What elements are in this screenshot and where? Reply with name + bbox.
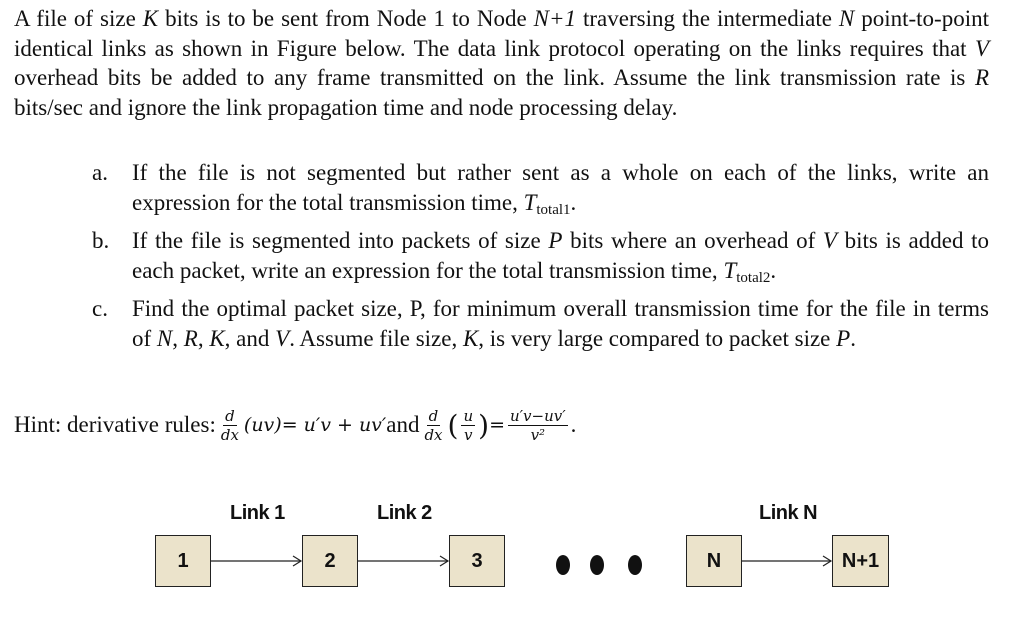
- question-b-letter: b.: [92, 228, 110, 253]
- derivative-fraction-1: $\frac{d}{dx}$: [220, 406, 239, 444]
- link-arrows: [0, 490, 1024, 610]
- question-b: [92, 226, 989, 293]
- quotient-rule-fraction: $\frac{u'v-uv'}{\text{v²}}$: [509, 406, 566, 444]
- node-2: 2: [302, 535, 358, 587]
- node-3: 3: [449, 535, 505, 587]
- question-b-text: If the file is segmented into packets of size P bits where an overhead of V bits is added to each packet, write an expression for the total transmission time, $T_{total2}$.: [132, 228, 989, 286]
- node-n-plus-1: N+1: [832, 535, 889, 587]
- quotient-term: $\frac{u}{v}$: [463, 406, 474, 444]
- question-c-letter: c.: [92, 296, 108, 321]
- product-rule: = u′v + uv′: [281, 414, 387, 436]
- question-a-letter: a.: [92, 160, 108, 185]
- product-term: (uv): [243, 414, 282, 436]
- question-c: [92, 294, 989, 354]
- equals-sign: =: [489, 414, 505, 436]
- ellipsis-dot-2: [590, 555, 604, 575]
- link-label-2: Link 2: [377, 502, 432, 524]
- ellipsis-dot-3: [628, 555, 642, 575]
- hint-formula: Hint: derivative rules: $\frac{d}{dx}$ (uv) = u′v + uv′ and $\frac{d}{dx}$ ( $\frac{u}{v}$ ) = $\frac{u'v-uv'}{\text{v²}}$ .: [14, 406, 577, 444]
- node-1: 1: [155, 535, 211, 587]
- link-label-1: Link 1: [230, 502, 285, 524]
- problem-statement: A file of size K bits is to be sent from Node 1 to Node N+1 traversing the intermediate N point-to-point identical links as shown in Figure below. The data link protocol operating on the links requires that V overhead bits be added to any frame transmitted on the link. Assume the link transmission rate is R bits/sec and ignore the link propagation time and node processing delay.: [14, 6, 989, 120]
- network-diagram: [0, 490, 1024, 610]
- question-a: [92, 158, 989, 225]
- derivative-fraction-2: $\frac{d}{dx}$: [424, 406, 443, 444]
- node-n: N: [686, 535, 742, 587]
- link-label-n: Link N: [759, 502, 818, 524]
- hint-and: and: [386, 412, 420, 437]
- question-a-text: If the file is not segmented but rather sent as a whole on each of the links, write an expression for the total transmission time, $T_{total1}$.: [132, 160, 989, 218]
- question-c-text: Find the optimal packet size, P, for minimum overall transmission time for the file in terms of N, R, K, and V. Assume file size, K, is very large compared to packet size P.: [132, 296, 989, 351]
- hint-label: Hint: derivative rules:: [14, 412, 216, 437]
- ellipsis-dot-1: [556, 555, 570, 575]
